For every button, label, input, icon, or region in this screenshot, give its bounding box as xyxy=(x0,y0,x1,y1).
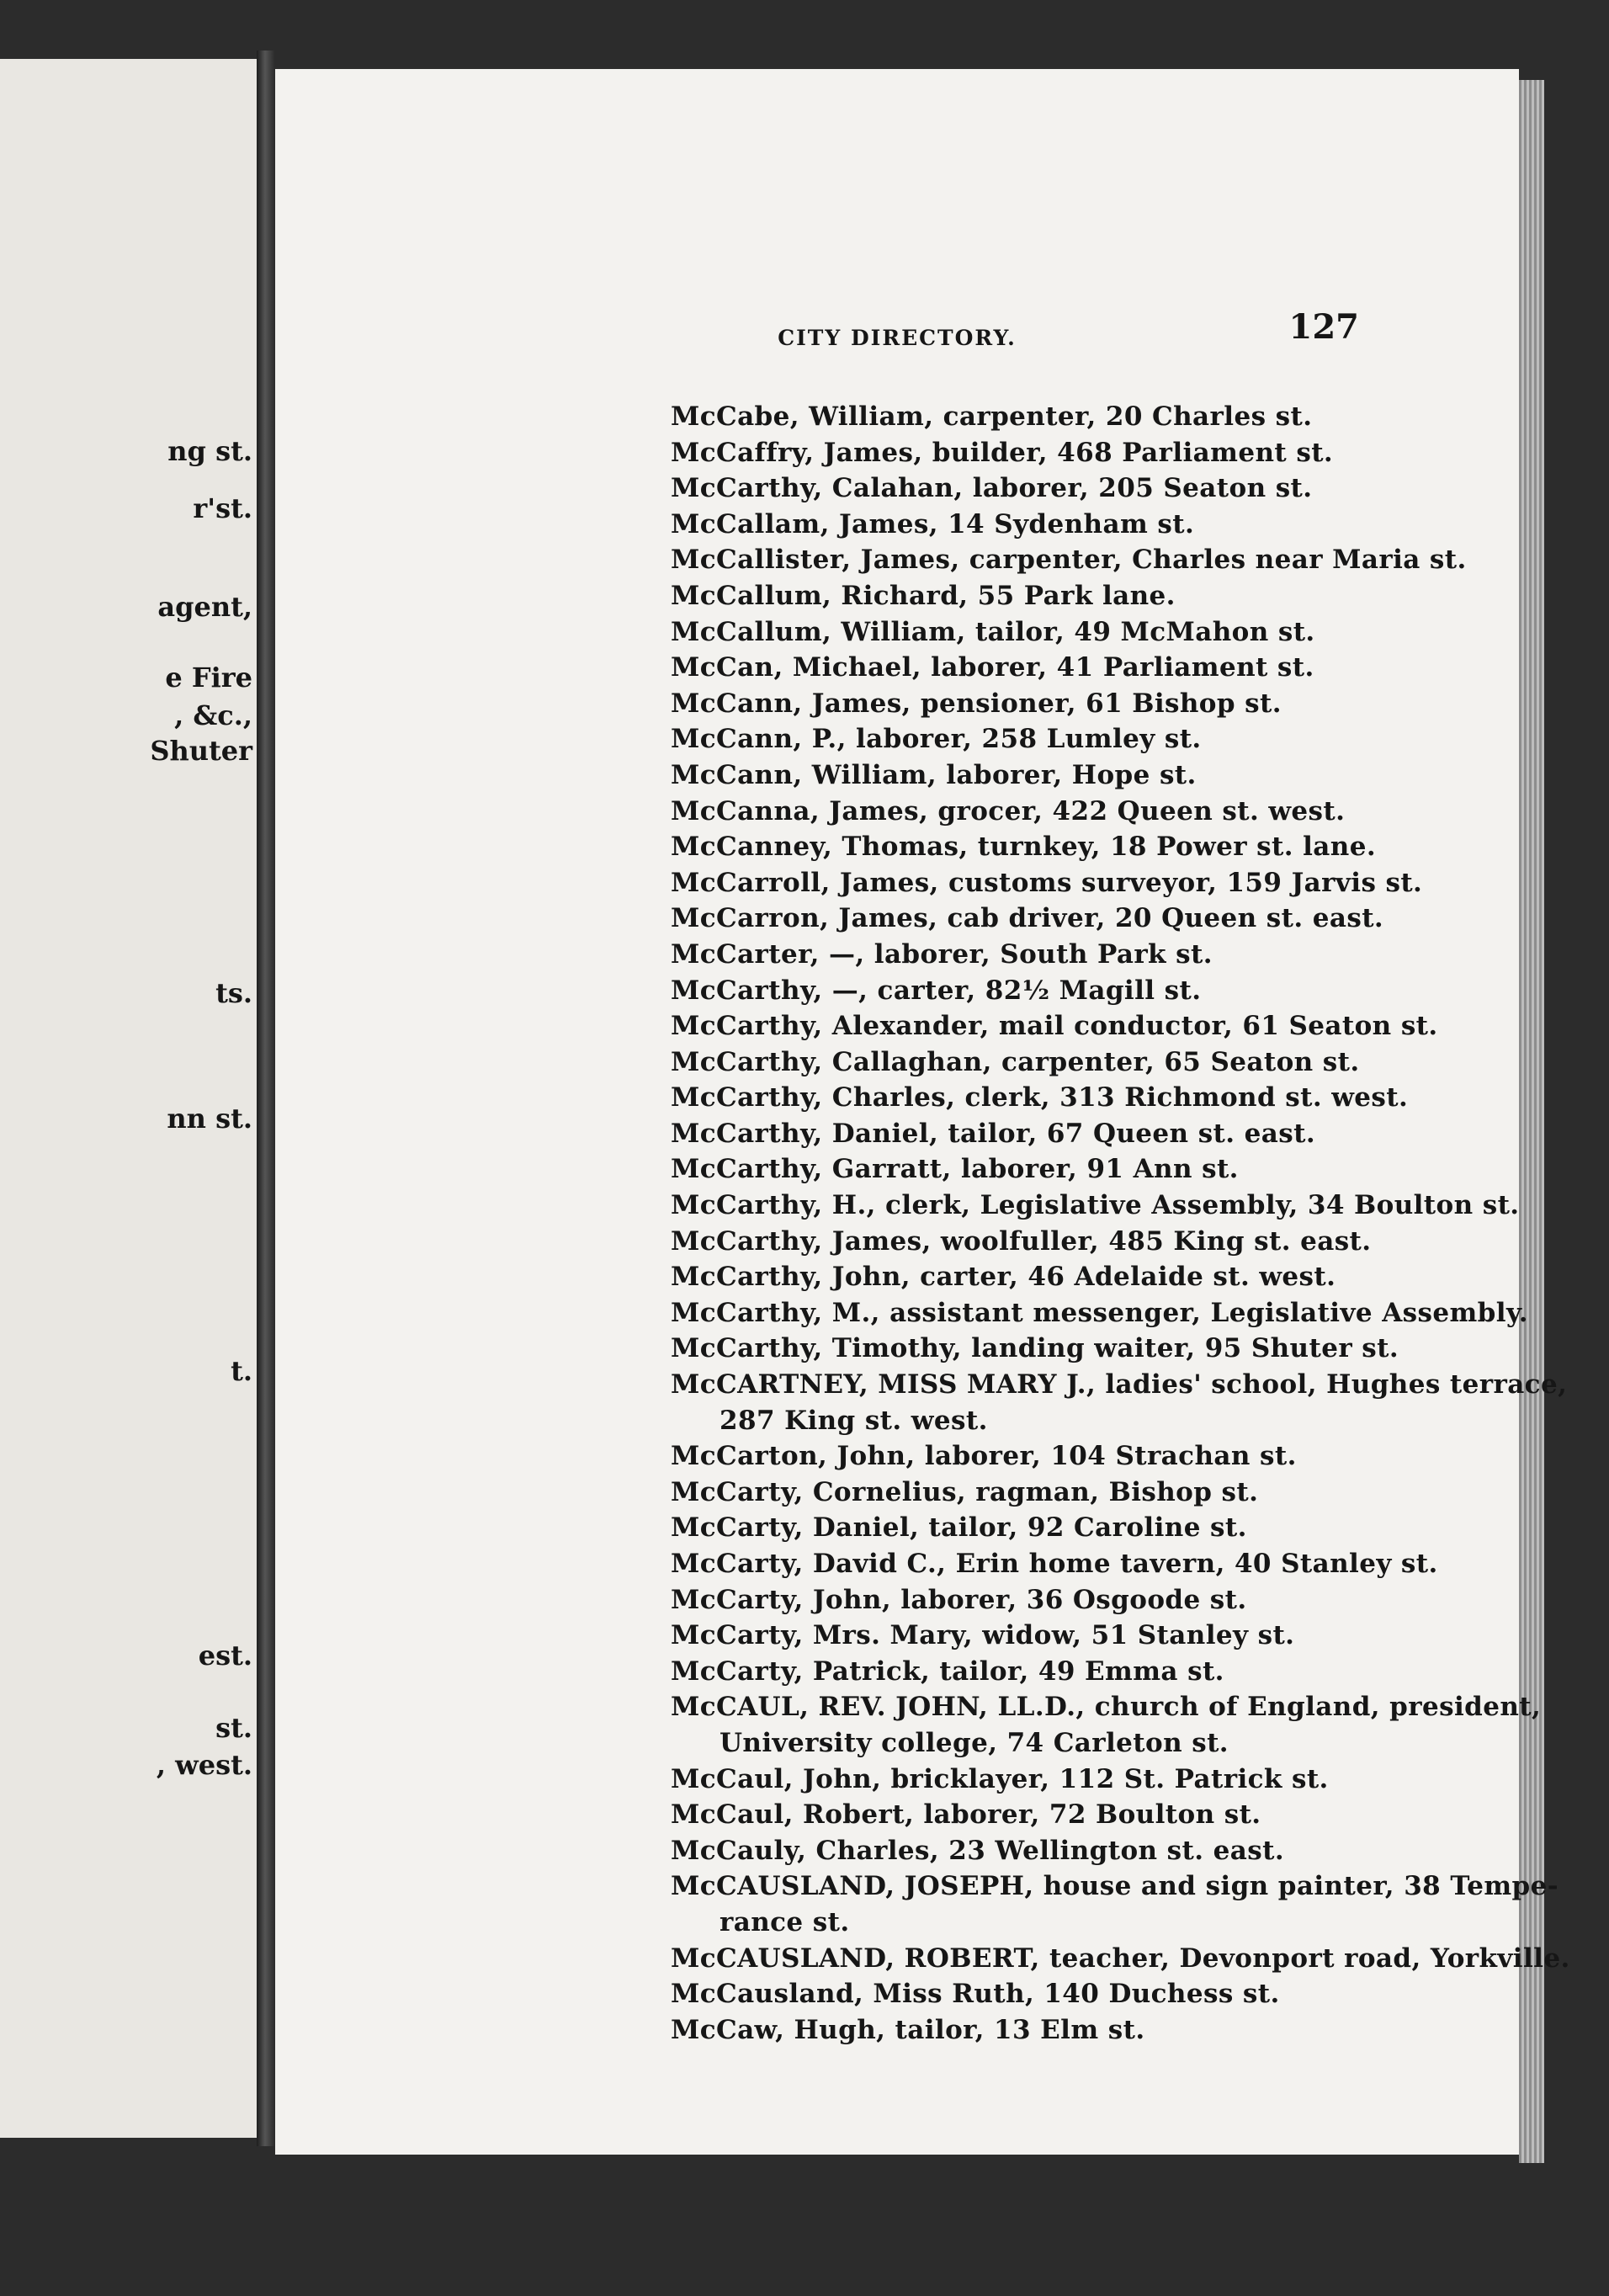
directory-entry: McCaffry, James, builder, 468 Parliament st. xyxy=(671,437,1334,468)
left-page-fragment: t. xyxy=(231,1355,252,1387)
directory-entry: McCauly, Charles, 23 Wellington st. east. xyxy=(671,1835,1285,1866)
directory-entry: McCARTNEY, MISS MARY J., ladies' school, Hughes terrace, xyxy=(671,1369,1568,1400)
left-page-fragment: st. xyxy=(215,1712,252,1744)
directory-entry: McCAUSLAND, ROBERT, teacher, Devonport road, Yorkville. xyxy=(671,1943,1570,1974)
left-page-fragment: ng st. xyxy=(167,435,252,467)
left-page-fragment: ts. xyxy=(215,977,252,1009)
directory-entry: McCann, James, pensioner, 61 Bishop st. xyxy=(671,688,1282,719)
directory-entry: McCarthy, Callaghan, carpenter, 65 Seaton st. xyxy=(671,1046,1360,1077)
directory-entry: McCarty, David C., Erin home tavern, 40 Stanley st. xyxy=(671,1549,1438,1579)
directory-entry: McCAUL, REV. JOHN, LL.D., church of England, president, xyxy=(671,1692,1542,1723)
left-page xyxy=(0,59,262,2138)
left-page-fragment: e Fire xyxy=(165,662,252,694)
directory-entry: McCarton, John, laborer, 104 Strachan st. xyxy=(671,1441,1297,1472)
entry-continuation: University college, 74 Carleton st. xyxy=(720,1727,1229,1758)
directory-entry: McCarthy, James, woolfuller, 485 King st. east. xyxy=(671,1225,1372,1257)
directory-entry: McCarthy, Calahan, laborer, 205 Seaton st. xyxy=(671,473,1313,504)
page-number: 127 xyxy=(1288,307,1359,347)
left-page-fragment: est. xyxy=(198,1640,252,1672)
left-page-fragment: agent, xyxy=(157,591,252,623)
directory-entry: McCarty, Mrs. Mary, widow, 51 Stanley st. xyxy=(671,1620,1295,1651)
directory-entry: McCarthy, M., assistant messenger, Legislative Assembly. xyxy=(671,1297,1528,1328)
directory-entry: McCarty, Daniel, tailor, 92 Caroline st. xyxy=(671,1512,1247,1544)
directory-entry: McCaw, Hugh, tailor, 13 Elm st. xyxy=(671,2014,1145,2045)
directory-entry: McCarty, John, laborer, 36 Osgoode st. xyxy=(671,1584,1247,1615)
directory-entry: McCarthy, H., clerk, Legislative Assembly, 34 Boulton st. xyxy=(671,1190,1520,1221)
directory-entry: McCarty, Cornelius, ragman, Bishop st. xyxy=(671,1476,1259,1507)
left-page-fragment: nn st. xyxy=(167,1103,252,1135)
running-header: CITY DIRECTORY. xyxy=(778,326,1017,350)
directory-entry: McCarthy, —, carter, 82½ Magill st. xyxy=(671,975,1202,1006)
book-gutter xyxy=(257,50,275,2146)
left-page-fragment: Shuter xyxy=(150,735,252,767)
directory-entry: McCaul, John, bricklayer, 112 St. Patrick st. xyxy=(671,1763,1329,1794)
directory-entry: McCarthy, Alexander, mail conductor, 61 Seaton st. xyxy=(671,1011,1438,1042)
directory-entry: McCarter, —, laborer, South Park st. xyxy=(671,938,1213,970)
directory-entry: McCarthy, John, carter, 46 Adelaide st. west. xyxy=(671,1262,1336,1293)
directory-entry: McCarthy, Daniel, tailor, 67 Queen st. east. xyxy=(671,1118,1316,1149)
entry-continuation: 287 King st. west. xyxy=(720,1405,988,1436)
left-page-fragment: , west. xyxy=(156,1749,252,1781)
directory-entry: McCan, Michael, laborer, 41 Parliament st. xyxy=(671,652,1314,683)
directory-entry: McCanney, Thomas, turnkey, 18 Power st. lane. xyxy=(671,832,1377,863)
directory-entry: McCausland, Miss Ruth, 140 Duchess st. xyxy=(671,1979,1280,2010)
directory-entry: McCarthy, Timothy, landing waiter, 95 Shuter st. xyxy=(671,1333,1399,1364)
directory-entry: McCallum, Richard, 55 Park lane. xyxy=(671,580,1176,611)
directory-entry: McCarthy, Garratt, laborer, 91 Ann st. xyxy=(671,1154,1239,1185)
directory-entry: McCallum, William, tailor, 49 McMahon st. xyxy=(671,616,1315,647)
directory-entry: McCAUSLAND, JOSEPH, house and sign painter, 38 Tempe- xyxy=(671,1871,1559,1902)
directory-entry: McCann, William, laborer, Hope st. xyxy=(671,759,1197,790)
left-page-fragment: r'st. xyxy=(193,492,252,524)
directory-entry: McCallam, James, 14 Sydenham st. xyxy=(671,508,1195,539)
directory-entry: McCann, P., laborer, 258 Lumley st. xyxy=(671,724,1202,755)
directory-entry: McCarty, Patrick, tailor, 49 Emma st. xyxy=(671,1656,1224,1687)
left-page-fragment: , &c., xyxy=(174,699,252,731)
directory-entry: McCarroll, James, customs surveyor, 159 Jarvis st. xyxy=(671,867,1423,898)
directory-entry: McCallister, James, carpenter, Charles near Maria st. xyxy=(671,545,1467,576)
directory-entry: McCabe, William, carpenter, 20 Charles st. xyxy=(671,401,1313,432)
directory-entry: McCarthy, Charles, clerk, 313 Richmond st. west. xyxy=(671,1082,1409,1113)
directory-entry: McCarron, James, cab driver, 20 Queen st. east. xyxy=(671,903,1384,934)
entry-continuation: rance st. xyxy=(720,1906,850,1937)
directory-entries xyxy=(671,399,1609,2048)
right-page xyxy=(275,69,1570,2155)
directory-entry: McCaul, Robert, laborer, 72 Boulton st. xyxy=(671,1799,1261,1831)
directory-entry: McCanna, James, grocer, 422 Queen st. west. xyxy=(671,795,1346,826)
